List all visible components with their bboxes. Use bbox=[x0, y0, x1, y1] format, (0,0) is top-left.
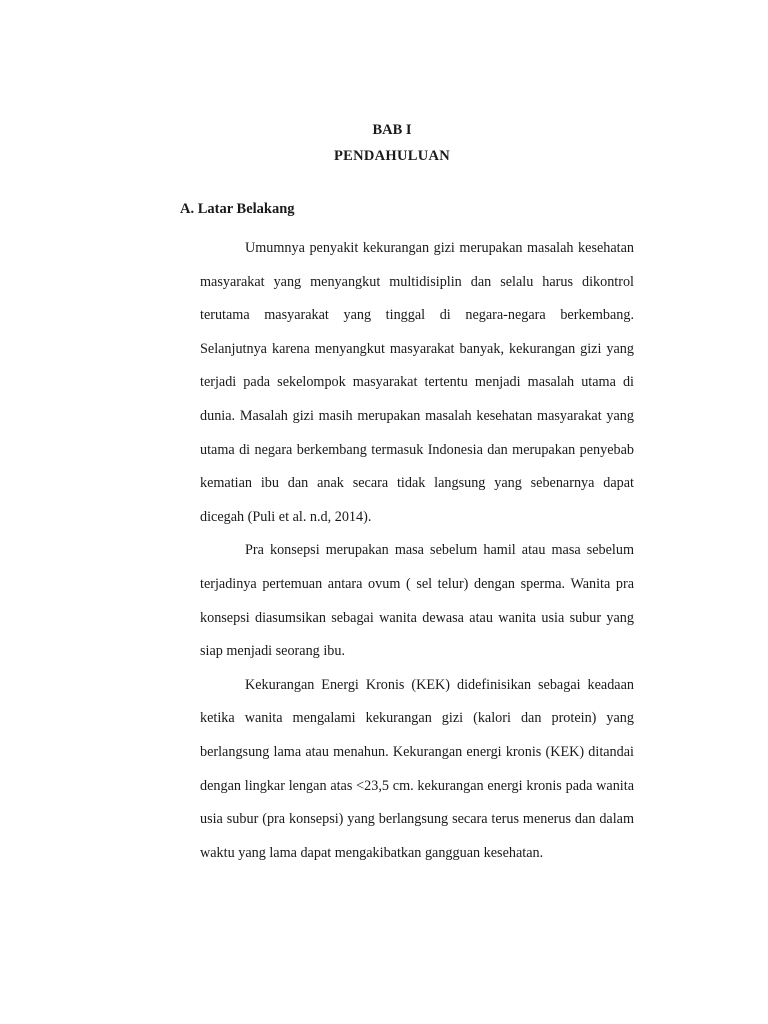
paragraph-1: Umumnya penyakit kekurangan gizi merupakan masalah kesehatan masyarakat yang menyangkut multidisiplin dan selalu harus dikontrol terutama masyarakat yang tinggal di negara-negara berkembang. Selanjutnya karena menyangkut masyarakat banyak, kekurangan gizi yang terjadi pada sekelompok masyarakat tertentu menjadi masalah utama di dunia. Masalah gizi masih merupakan masalah kesehatan masyarakat yang utama di negara berkembang termasuk Indonesia dan merupakan penyebab kematian ibu dan anak secara tidak langsung yang sebenarnya dapat dicegah (Puli et al. n.d, 2014). bbox=[200, 240, 634, 525]
chapter-title-text: PENDAHULUAN bbox=[333, 148, 451, 164]
section-heading: A. Latar Belakang bbox=[180, 201, 295, 217]
body-text bbox=[200, 232, 634, 870]
chapter-number bbox=[8, 120, 768, 140]
paragraph-2: Pra konsepsi merupakan masa sebelum hamil atau masa sebelum terjadinya pertemuan antara ovum ( sel telur) dengan sperma. Wanita pra konsepsi diasumsikan sebagai wanita dewasa atau wanita usia subur yang siap menjadi seorang ibu. bbox=[200, 542, 634, 660]
chapter-title bbox=[8, 146, 768, 166]
chapter-number-text: BAB I bbox=[372, 122, 412, 138]
paragraph-3: Kekurangan Energi Kronis (KEK) didefinisikan sebagai keadaan ketika wanita mengalami kekurangan gizi (kalori dan protein) yang berlangsung lama atau menahun. Kekurangan energi kronis (KEK) ditandai dengan lingkar lengan atas <23,5 cm. kekurangan energi kronis pada wanita usia subur (pra konsepsi) yang berlangsung secara terus menerus dan dalam waktu yang lama dapat mengakibatkan gangguan kesehatan. bbox=[200, 676, 634, 861]
